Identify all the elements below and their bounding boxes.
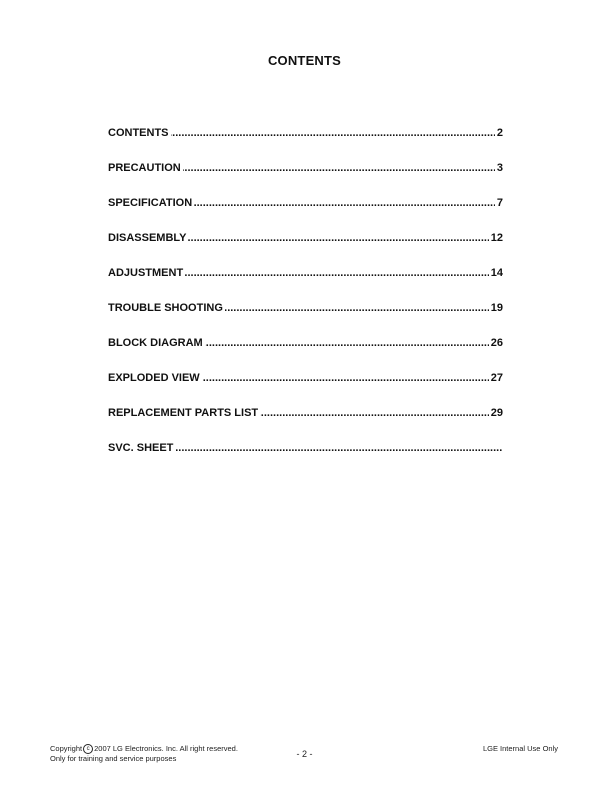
- toc-entry[interactable]: [108, 126, 503, 161]
- toc-entry-page: 26: [490, 337, 503, 349]
- toc-entry[interactable]: [108, 336, 503, 371]
- toc-entry[interactable]: [108, 406, 503, 441]
- toc-entry-page: 19: [490, 302, 503, 314]
- toc-entry-title: ADJUSTMENT: [108, 267, 184, 279]
- toc-entry-title: REPLACEMENT PARTS LIST: [108, 407, 259, 419]
- table-of-contents: [108, 126, 503, 476]
- toc-entry-title: DISASSEMBLY: [108, 232, 187, 244]
- page-number: - 2 -: [296, 749, 313, 759]
- toc-entry[interactable]: [108, 161, 503, 196]
- toc-entry-page: 29: [490, 407, 503, 419]
- toc-entry[interactable]: [108, 196, 503, 231]
- toc-entry-page: 12: [490, 232, 503, 244]
- toc-entry-title: PRECAUTION: [108, 162, 181, 174]
- toc-entry-title: TROUBLE SHOOTING: [108, 302, 223, 314]
- toc-entry-title: EXPLODED VIEW: [108, 372, 200, 384]
- page-title: CONTENTS: [267, 53, 342, 68]
- copyright-prefix: Copyright: [50, 744, 83, 753]
- toc-entry-title: CONTENTS: [108, 127, 169, 139]
- toc-entry-page: 14: [490, 267, 503, 279]
- toc-entry[interactable]: [108, 231, 503, 266]
- training-note: Only for training and service purposes: [50, 754, 177, 764]
- copyright-icon: c: [83, 744, 93, 754]
- toc-entry[interactable]: [108, 301, 503, 336]
- toc-entry-title: SVC. SHEET: [108, 442, 174, 454]
- toc-entry-title: SPECIFICATION: [108, 197, 193, 209]
- toc-entry-page: 2: [496, 127, 503, 139]
- toc-entry-page: 7: [496, 197, 503, 209]
- copyright-suffix: 2007 LG Electronics. Inc. All right reserved.: [94, 744, 238, 753]
- toc-entry[interactable]: [108, 371, 503, 406]
- toc-entry-title: BLOCK DIAGRAM: [108, 337, 203, 349]
- toc-entry-page: 3: [496, 162, 503, 174]
- toc-entry-page: 27: [490, 372, 503, 384]
- toc-entry[interactable]: [108, 441, 503, 476]
- toc-entry[interactable]: [108, 266, 503, 301]
- internal-use-note: LGE Internal Use Only: [482, 744, 558, 753]
